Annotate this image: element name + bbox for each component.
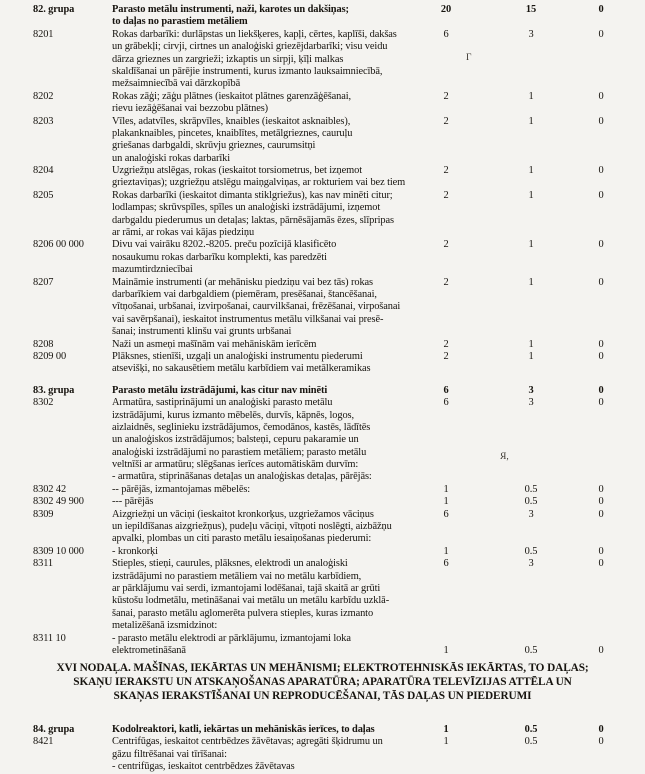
row-code: 8201	[33, 28, 54, 40]
row-description-line: Parasto metālu instrumenti, naži, karotes un dakšiņas;	[112, 4, 349, 15]
table-row	[0, 339, 645, 351]
rate-value-col2: 1	[528, 189, 534, 201]
row-description-line: nosaukumu rokas darbarīku komplekti, kas paredzēti	[112, 251, 327, 263]
row-description	[112, 484, 645, 496]
rate-value-col2: 0.5	[524, 736, 538, 748]
row-description-line: --- pārējās	[112, 496, 154, 508]
row-description	[112, 546, 645, 558]
rate-value-col1: 6	[443, 28, 449, 40]
row-description	[112, 116, 645, 166]
table-row	[0, 385, 645, 397]
row-description	[112, 351, 645, 376]
row-description-line: Stieples, stieņi, caurules, plāksnes, elektrodi un analoģiski	[112, 558, 348, 570]
row-description	[112, 190, 645, 240]
row-description-line: Rokas darbarīki: durlāpstas un liekšķeres, kapļi, cērtes, kaplīši, dakšas	[112, 28, 397, 40]
table-row	[0, 190, 645, 240]
row-description-line: - parasto metālu elektrodi ar pārklājumu, izmantojami loka	[112, 632, 351, 644]
rate-value-col3: 0	[598, 545, 604, 557]
table-row	[0, 277, 645, 339]
row-description-line: elektrometināšanā	[112, 644, 186, 656]
rate-value-col3: 0	[598, 736, 604, 748]
rate-value-col3: 0	[598, 338, 604, 350]
row-description	[112, 239, 645, 276]
rate-value-col3: 0	[598, 28, 604, 40]
table-row	[0, 116, 645, 166]
rate-value-col2: 1	[528, 276, 534, 288]
rate-value-col3: 0	[598, 276, 604, 288]
row-description-line: mazumtirdzniecībai	[112, 264, 193, 276]
row-description-line: Rokas zāģi; zāģu plātnes (ieskaitot plātnes garenzāģēšanai,	[112, 90, 352, 102]
section-heading-line: XVI NODAĻA. MAŠĪNAS, IEKĀRTAS UN MEHĀNISMI; ELEKTROTEHNISKĀS IEKĀRTAS, TO DAĻAS;	[56, 662, 589, 675]
rate-value-col1: 2	[443, 276, 449, 288]
rate-value-col3: 0	[598, 350, 604, 362]
row-description-line: un analoģiskos izstrādājumos; balsteņi, cepuru pakaramie un	[112, 434, 359, 446]
table-row	[0, 351, 645, 376]
row-description-line: darbarīkiem vai darbgaldiem (piemēram, presēšanai, štancēšanai,	[112, 288, 377, 300]
row-code: 8311 10	[33, 632, 66, 644]
row-description	[112, 91, 645, 116]
row-description	[112, 724, 645, 736]
rate-value-col3: 0	[598, 397, 604, 409]
rate-value-col1: 6	[443, 558, 449, 570]
row-description-line: Kodolreaktori, katli, iekārtas un mehāniskās ierīces, to daļas	[112, 724, 375, 736]
rate-value-col2: 3	[528, 508, 534, 520]
rate-value-col3: 0	[598, 189, 604, 201]
row-description-line: un analoģiski rokas darbarīki	[112, 152, 231, 164]
row-description-line: gāzu filtrēšanai vai tīrīšanai:	[112, 748, 227, 760]
table-row	[0, 165, 645, 190]
row-description-line: rievu iezāģēšanai vai bezzobu plātnes)	[112, 103, 269, 115]
row-code: 8206 00 000	[33, 239, 84, 251]
rate-value-col2: 3	[528, 558, 534, 570]
row-code: 83. grupa	[33, 384, 75, 396]
row-description-line: grieztaviņas); uzgriežņu atslēgu maiņgalviņas, ar rokturiem vai bez tiem	[112, 177, 406, 189]
row-description	[112, 339, 645, 351]
row-description	[112, 4, 645, 29]
row-description-line: metalizēšanā izsmidzinot:	[112, 620, 218, 632]
rate-value-col1: 2	[443, 338, 449, 350]
rate-value-col3: 0	[598, 483, 604, 495]
rate-value-col1: 1	[443, 496, 449, 508]
rate-value-col2: 3	[528, 397, 534, 409]
rate-value-col1: 1	[443, 483, 449, 495]
row-description-line: Vīles, adatvīles, skrāpvīles, knaibles (ieskaitot asknaibles),	[112, 115, 351, 127]
rate-value-col1: 6	[443, 508, 449, 520]
rate-value-col1: 1	[443, 724, 449, 736]
rate-value-col1: 1	[443, 545, 449, 557]
rate-value-col2: 1	[528, 239, 534, 251]
rate-value-col3: 0	[598, 558, 604, 570]
row-description-line: - kronkorķi	[112, 545, 158, 557]
row-code: 84. grupa	[33, 724, 75, 736]
row-description	[112, 509, 645, 546]
tariff-table-section	[0, 720, 645, 774]
row-description	[112, 385, 645, 397]
row-description-line: Maināmie instrumenti (ar mehānisku piedziņu vai bez tās) rokas	[112, 276, 373, 288]
table-row	[0, 496, 645, 508]
row-description-line: Uzgriežņu atslēgas, rokas (ieskaitot torsiometrus, bet izņemot	[112, 165, 363, 177]
row-description-line: Divu vai vairāku 8202.-8205. preču pozīcijā klasificēto	[112, 239, 337, 251]
rate-value-col2: 1	[528, 338, 534, 350]
row-description-line: ar pārklājumu vai serdi, izmantojami lodēšanai, tajā skaitā ar grūti	[112, 582, 381, 594]
rate-value-col2: 3	[528, 384, 534, 396]
row-description-line: apvalki, plombas un citi parasto metālu iesaiņošanas piederumi:	[112, 533, 372, 545]
table-row	[0, 724, 645, 736]
scan-artifact: Γ	[466, 53, 472, 63]
rate-value-col2: 0.5	[524, 644, 538, 656]
row-description-line: mežsaimniecībā vai dārzkopībā	[112, 78, 241, 90]
row-description-line: Rokas darbarīki (ieskaitot dimanta stiklgriežus), kas nav minēti citur;	[112, 189, 393, 201]
row-description-line: atsevišķi, no sakausētiem metālu karbīdiem vai metālkeramikas	[112, 363, 371, 375]
rate-value-col3: 0	[598, 115, 604, 127]
table-row	[0, 633, 645, 658]
rate-value-col1: 6	[443, 397, 449, 409]
rate-value-col2: 1	[528, 90, 534, 102]
row-description	[112, 633, 645, 658]
rate-value-col3: 0	[598, 496, 604, 508]
row-code: 82. grupa	[33, 4, 75, 15]
row-code: 8207	[33, 276, 54, 288]
row-description	[112, 29, 645, 91]
table-row	[0, 397, 645, 484]
rate-value-col2: 15	[525, 4, 537, 15]
rate-value-col3: 0	[598, 4, 604, 15]
row-description-line: to daļas no parastiem metāliem	[112, 16, 248, 28]
table-row	[0, 509, 645, 546]
rate-value-col3: 0	[598, 90, 604, 102]
scan-artifact: Я,	[500, 452, 509, 462]
rate-value-col3: 0	[598, 384, 604, 396]
row-description	[112, 736, 645, 773]
rate-value-col1: 2	[443, 165, 449, 177]
rate-value-col2: 0.5	[524, 496, 538, 508]
row-description-line: skaldīšanai un pārējie instrumenti, kurus izmanto lauksaimniecībā,	[112, 65, 383, 77]
row-code: 8202	[33, 90, 54, 102]
rate-value-col2: 3	[528, 28, 534, 40]
row-description-line: Aizgriežņi un vāciņi (ieskaitot kronkorķus, uzgriežamos vāciņus	[112, 508, 374, 520]
row-description-line: Armatūra, sastiprinājumi un analoģiski parasto metālu	[112, 397, 333, 409]
row-description-line: ar rāmi, ar rokas vai kājas piedziņu	[112, 227, 255, 239]
rate-value-col1: 1	[443, 736, 449, 748]
table-row	[0, 4, 645, 29]
row-description-line: griešanas darbgaldi, skrūvju grieznes, caurumsitņi	[112, 140, 316, 152]
rate-value-col1: 2	[443, 90, 449, 102]
rate-value-col2: 0.5	[524, 483, 538, 495]
row-description-line: šanai; instrumenti klinšu vai grunts urbšanai	[112, 326, 292, 338]
row-code: 8203	[33, 115, 54, 127]
table-row	[0, 29, 645, 91]
row-description-line: Centrifūgas, ieskaitot centrbēdzes žāvētavas; agregāti šķidrumu un	[112, 736, 383, 748]
row-description-line: izstrādājumi, kurus izmanto mēbelēs, durvīs, kāpnēs, logos,	[112, 409, 354, 421]
row-code: 8309	[33, 508, 54, 520]
row-description-line: aizlaidnēs, seglinieku izstrādājumos, čemodānos, kastēs, lādītēs	[112, 421, 371, 433]
row-description-line: vītņošanai, urbšanai, izvirpošanai, caurvilkšanai, frēzēšanai, virpošanai	[112, 301, 401, 313]
row-description-line: un iepildīšanas aizgriežņus), pudeļu vāciņi, vītņoti noslēgti, aizbāžņu	[112, 521, 392, 533]
rate-value-col1: 1	[443, 644, 449, 656]
row-description-line: Parasto metālu izstrādājumi, kas citur nav minēti	[112, 384, 328, 396]
row-description	[112, 397, 645, 484]
table-row	[0, 736, 645, 773]
rate-value-col3: 0	[598, 724, 604, 736]
rate-value-col1: 20	[440, 4, 452, 15]
row-description-line: šanai, parasto metālu aglomerēta pulvera stieples, kuras izmanto	[112, 607, 374, 619]
row-description-line: -- pārējās, izmantojamas mēbelēs:	[112, 483, 251, 495]
row-description-line: - armatūra, stiprināšanas detaļas un analoģiskas detaļas, pārējās:	[112, 471, 372, 483]
row-description-line: un grābekļi; cirvji, cirtnes un analoģiski griezējdarbarīki; visu veidu	[112, 41, 388, 53]
section-heading-line: SKAŅAS IERAKSTĪŠANAI UN REPRODUCĒŠANAI, TĀS DAĻAS UN PIEDERUMI	[113, 689, 532, 702]
rate-value-col1: 2	[443, 115, 449, 127]
row-code: 8302	[33, 397, 54, 409]
rate-value-col3: 0	[598, 508, 604, 520]
row-code: 8302 42	[33, 483, 67, 495]
rate-value-col1: 2	[443, 350, 449, 362]
row-code: 8302 49 900	[33, 496, 84, 508]
row-description	[112, 496, 645, 508]
row-description-line: Plāksnes, stienīši, uzgaļi un analoģiski instrumentu piederumi	[112, 350, 363, 362]
row-code: 8309 10 000	[33, 545, 84, 557]
rate-value-col2: 1	[528, 115, 534, 127]
row-description-line: vai savērpšanai), ieskaitot instrumentus metālu vilkšanai vai presē-	[112, 313, 384, 325]
row-description-line: - centrifūgas, ieskaitot centrbēdzes žāvētavas	[112, 761, 295, 773]
row-code: 8208	[33, 338, 54, 350]
section-heading	[6, 662, 639, 703]
row-description-line: dārza grieznes un zargrieži; izkaptis un sirpji, ķīļi malkas	[112, 53, 344, 65]
table-row	[0, 484, 645, 496]
table-row	[0, 546, 645, 558]
rate-value-col1: 6	[443, 384, 449, 396]
rate-value-col3: 0	[598, 165, 604, 177]
row-description-line: darbgaldu piederumus un detaļas; laktas, pārnēsājamās ēzes, slīpripas	[112, 214, 394, 226]
row-description	[112, 165, 645, 190]
rate-value-col2: 1	[528, 350, 534, 362]
rate-value-col2: 0.5	[524, 724, 538, 736]
table-row	[0, 558, 645, 632]
row-code: 8311	[33, 558, 53, 570]
row-code: 8421	[33, 736, 54, 748]
row-description	[112, 277, 645, 339]
rate-value-col3: 0	[598, 644, 604, 656]
row-description-line: plakanknaibles, pincetes, knaiblītes, metālgrieznes, cauruļu	[112, 127, 353, 139]
row-description	[112, 558, 645, 632]
rate-value-col2: 1	[528, 165, 534, 177]
row-description-line: kūstošu lodmetālu, metināšanai vai metālu un metālu karbīdu uzklā-	[112, 595, 390, 607]
row-code: 8209 00	[33, 350, 67, 362]
row-description-line: lodlampas; skrūvspīles, spīles un analoģiski izstrādājumi, izņemot	[112, 202, 381, 214]
rate-value-col3: 0	[598, 239, 604, 251]
rate-value-col1: 2	[443, 189, 449, 201]
row-description-line: izstrādājumi no parastiem metāliem vai no metālu karbīdiem,	[112, 570, 362, 582]
rate-value-col2: 0.5	[524, 545, 538, 557]
table-row	[0, 91, 645, 116]
row-description-line: analoģiski izstrādājumi no parastiem metāliem; parasto metālu	[112, 446, 367, 458]
row-code: 8204	[33, 165, 54, 177]
row-code: 8205	[33, 189, 54, 201]
row-description-line: veltnīši ar armatūru; slēgšanas ierīces automātiskām durvīm:	[112, 459, 359, 471]
row-description-line: Naži un asmeņi mašīnām vai mehāniskām ierīcēm	[112, 338, 317, 350]
rate-value-col1: 2	[443, 239, 449, 251]
table-row	[0, 239, 645, 276]
section-heading-line: SKAŅU IERAKSTU UN ATSKAŅOŠANAS APARATŪRA; APARATŪRA TELEVĪZIJAS ATTĒLA UN	[73, 675, 572, 688]
